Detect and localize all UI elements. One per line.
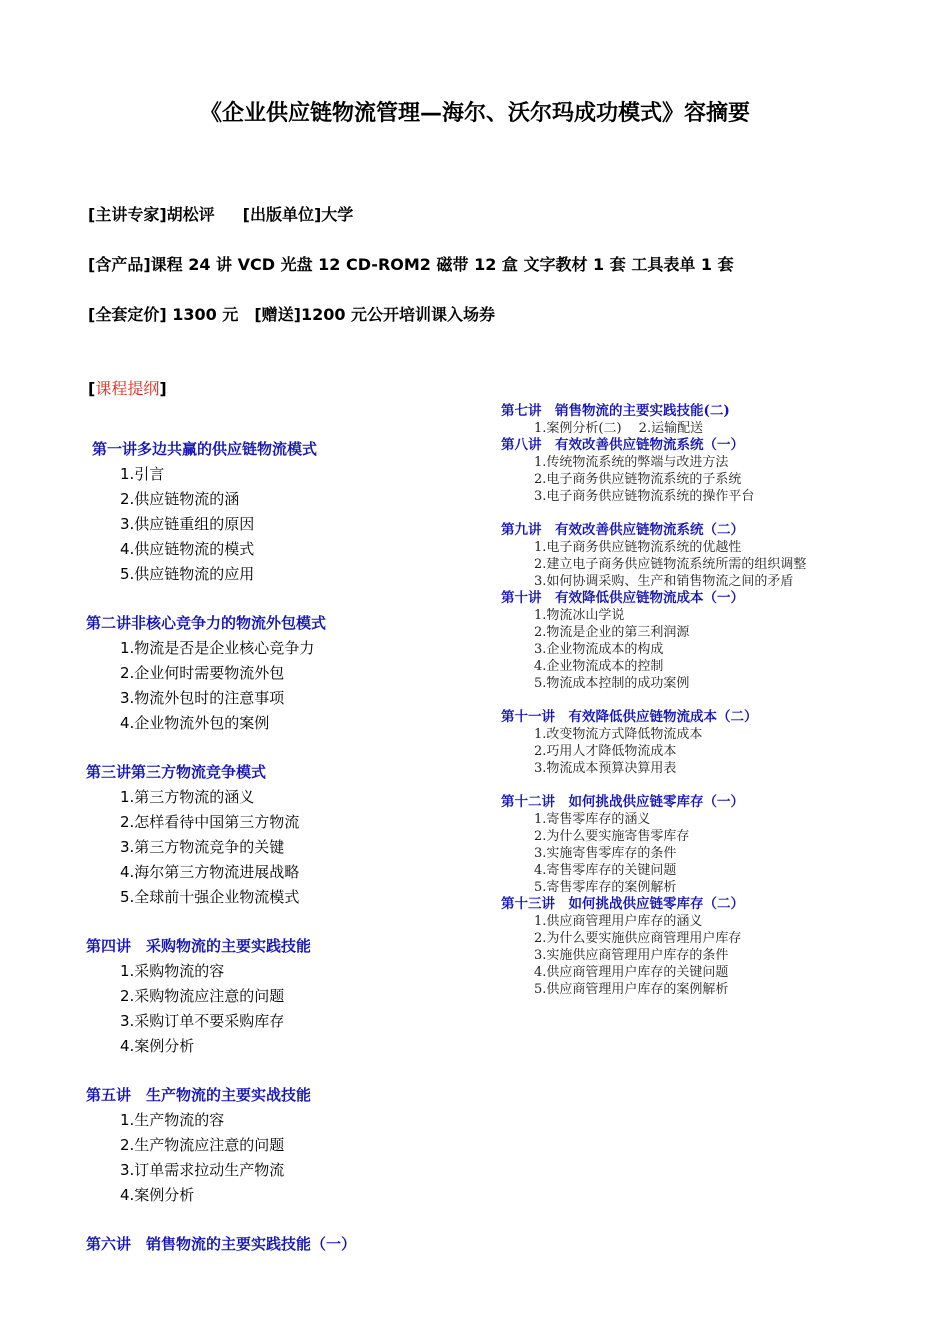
- lecture-item: 3.实施寄售零库存的条件: [534, 846, 677, 861]
- outline-close-bracket: ]: [159, 379, 167, 398]
- lecture-item: 1.引言: [120, 465, 165, 483]
- lecture-item: 2.巧用人才降低物流成本: [534, 744, 677, 759]
- spacer: [501, 505, 851, 522]
- lecture-item: 2.采购物流应注意的问题: [120, 987, 285, 1005]
- lecture-item: 2.为什么要实施供应商管理用户库存: [534, 931, 742, 946]
- lecture-item: 1.生产物流的容: [120, 1111, 225, 1129]
- outline-heading: [88, 376, 167, 399]
- lecture-item: 4.寄售零库存的关键问题: [534, 863, 677, 878]
- lecture-item: 1.电子商务供应链物流系统的优越性: [534, 540, 742, 555]
- lecture-9: [501, 522, 851, 590]
- meta-line-price: [88, 302, 523, 325]
- publisher-label: [出版单位]大学: [242, 205, 354, 224]
- lecture-item: 3.订单需求拉动生产物流: [120, 1161, 285, 1179]
- lecture-item: 3.如何协调采购、生产和销售物流之间的矛盾: [534, 574, 794, 589]
- lecture-item: 1.传统物流系统的弊端与改进方法: [534, 455, 729, 470]
- outline-label: 课程提纲: [95, 379, 160, 398]
- lecture-title: 第六讲 销售物流的主要实践技能（一）: [86, 1235, 357, 1253]
- lecture-title: 第二讲非核心竞争力的物流外包模式: [86, 614, 327, 632]
- lecture-item: 5.物流成本控制的成功案例: [534, 676, 690, 691]
- spacer: [501, 777, 851, 794]
- lecture-7: [501, 403, 851, 437]
- lecture-title: 第五讲 生产物流的主要实战技能: [86, 1086, 312, 1104]
- lecture-item: 5.全球前十强企业物流模式: [120, 888, 300, 906]
- lecture-item: 2.供应链物流的涵: [120, 490, 240, 508]
- lecture-item: 2.为什么要实施寄售零库存: [534, 829, 690, 844]
- expert-label: [主讲专家]胡松评: [88, 205, 215, 224]
- lecture-item: 3.物流成本预算决算用表: [534, 761, 677, 776]
- lecture-item: 1.采购物流的容: [120, 962, 225, 980]
- lecture-title: 第一讲多边共赢的供应链物流模式: [92, 440, 318, 458]
- lecture-item: 3.实施供应商管理用户库存的条件: [534, 948, 729, 963]
- lecture-item: 2.生产物流应注意的问题: [120, 1136, 285, 1154]
- lecture-item: 1.案例分析(二) 2.运输配送: [534, 421, 704, 436]
- lecture-item: 3.供应链重组的原因: [120, 515, 255, 533]
- lecture-1: [86, 437, 486, 587]
- lecture-10: [501, 590, 851, 692]
- lecture-item: 5.寄售零库存的案例解析: [534, 880, 677, 895]
- lecture-title: 第八讲 有效改善供应链物流系统（一）: [501, 437, 744, 453]
- lecture-item: 4.海尔第三方物流进展战略: [120, 863, 300, 881]
- lecture-8: [501, 437, 851, 505]
- lecture-item: 3.电子商务供应链物流系统的操作平台: [534, 489, 755, 504]
- lecture-item: 1.寄售零库存的涵义: [534, 812, 651, 827]
- lecture-item: 1.第三方物流的涵义: [120, 788, 255, 806]
- lecture-6: [86, 1232, 486, 1257]
- left-column: [86, 437, 486, 1281]
- lecture-title: 第四讲 采购物流的主要实践技能: [86, 937, 312, 955]
- lecture-item: 2.物流是企业的第三利润源: [534, 625, 690, 640]
- lecture-13: [501, 896, 851, 998]
- lecture-item: 2.电子商务供应链物流系统的子系统: [534, 472, 742, 487]
- lecture-2: [86, 611, 486, 736]
- lecture-item: 3.企业物流成本的构成: [534, 642, 664, 657]
- lecture-item: 4.案例分析: [120, 1037, 195, 1055]
- right-column: [501, 403, 851, 998]
- lecture-title: 第十三讲 如何挑战供应链零库存（二）: [501, 896, 744, 912]
- lecture-item: 1.供应商管理用户库存的涵义: [534, 914, 703, 929]
- lecture-title: 第十二讲 如何挑战供应链零库存（一）: [501, 794, 744, 810]
- lecture-5: [86, 1083, 486, 1208]
- lecture-12: [501, 794, 851, 896]
- lecture-item: 5.供应商管理用户库存的案例解析: [534, 982, 729, 997]
- meta-line-products: [88, 252, 734, 275]
- lecture-item: 1.物流冰山学说: [534, 608, 625, 623]
- outline-open-bracket: [: [88, 379, 96, 398]
- lecture-item: 2.企业何时需要物流外包: [120, 664, 285, 682]
- lecture-item: 4.企业物流成本的控制: [534, 659, 664, 674]
- price-label: [全套定价] 1300 元: [88, 305, 239, 324]
- lecture-item: 4.案例分析: [120, 1186, 195, 1204]
- products-label: [含产品]课程 24 讲 VCD 光盘 12 CD-ROM2 磁带 12 盒 文字教材 1 套 工具表单 1 套: [88, 255, 734, 274]
- gift-label: [赠送]1200 元公开培训课入场券: [254, 305, 496, 324]
- spacer: [501, 692, 851, 709]
- lecture-title: 第十一讲 有效降低供应链物流成本（二）: [501, 709, 758, 725]
- lecture-item: 4.企业物流外包的案例: [120, 714, 270, 732]
- lecture-title: 第十讲 有效降低供应链物流成本（一）: [501, 590, 744, 606]
- lecture-3: [86, 760, 486, 910]
- lecture-item: 1.物流是否是企业核心竞争力: [120, 639, 315, 657]
- lecture-item: 4.供应商管理用户库存的关键问题: [534, 965, 729, 980]
- lecture-title: 第三讲第三方物流竞争模式: [86, 763, 267, 781]
- lecture-11: [501, 709, 851, 777]
- lecture-item: 3.物流外包时的注意事项: [120, 689, 285, 707]
- lecture-item: 3.采购订单不要采购库存: [120, 1012, 285, 1030]
- lecture-item: 4.供应链物流的模式: [120, 540, 255, 558]
- lecture-item: 2.怎样看待中国第三方物流: [120, 813, 300, 831]
- lecture-item: 3.第三方物流竞争的关键: [120, 838, 285, 856]
- lecture-title: 第七讲 销售物流的主要实践技能(二): [501, 403, 730, 419]
- document-title: 《企业供应链物流管理—海尔、沃尔玛成功模式》容摘要: [199, 101, 750, 126]
- lecture-title: 第九讲 有效改善供应链物流系统（二）: [501, 522, 744, 538]
- meta-line-expert: [88, 202, 381, 225]
- lecture-item: 2.建立电子商务供应链物流系统所需的组织调整: [534, 557, 807, 572]
- lecture-4: [86, 934, 486, 1059]
- lecture-item: 1.改变物流方式降低物流成本: [534, 727, 703, 742]
- lecture-item: 5.供应链物流的应用: [120, 565, 255, 583]
